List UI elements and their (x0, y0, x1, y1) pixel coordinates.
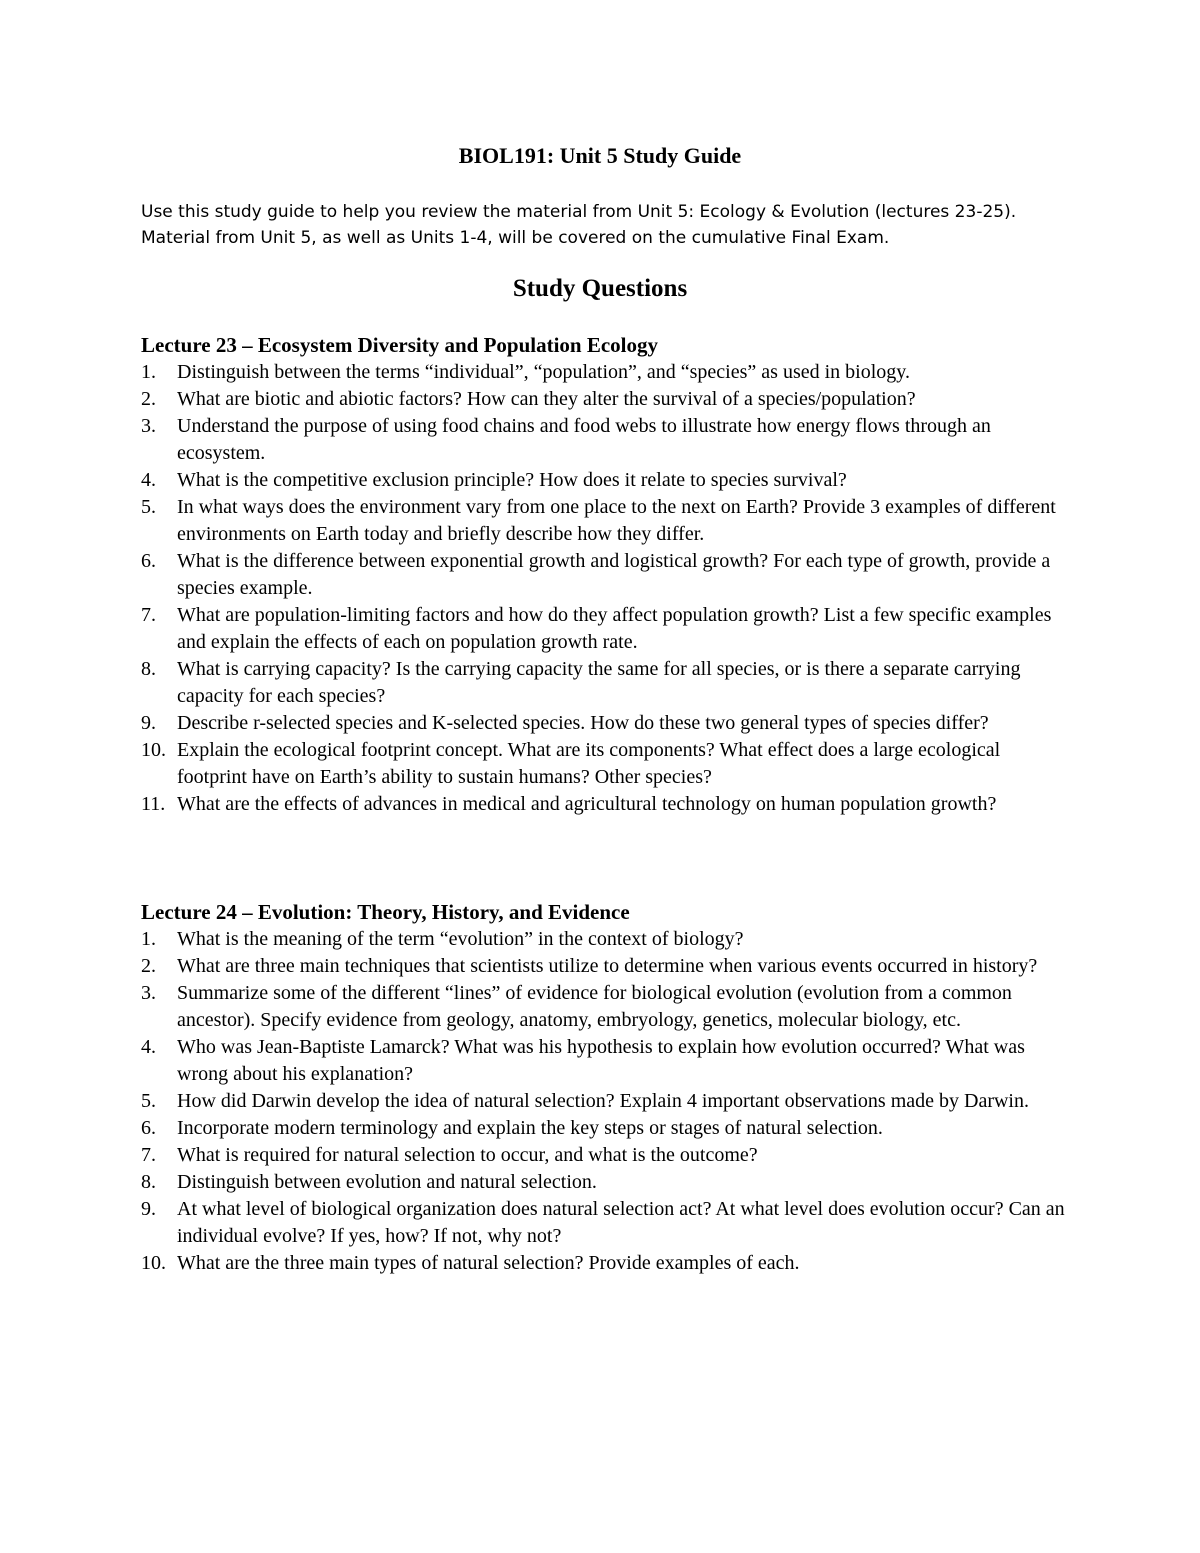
lecture-24-section (141, 899, 1071, 1277)
question-number: 10. (141, 739, 166, 761)
section-title: Lecture 24 – Evolution: Theory, History, and Evidence (141, 900, 630, 924)
question-number: 5. (141, 1090, 156, 1112)
question-number: 8. (141, 1171, 156, 1193)
question-list (141, 926, 1071, 1277)
question-number: 3. (141, 982, 156, 1004)
question-item (141, 953, 1071, 980)
question-number: 10. (141, 1252, 166, 1274)
intro-line: Use this study guide to help you review the material from Unit 5: Ecology & Evolution (lectures 23-25). (141, 202, 1017, 222)
question-item (141, 1196, 1071, 1250)
question-text: Who was Jean-Baptiste Lamarck? What was his hypothesis to explain how evolution occurred? What was wrong about his explanation? (177, 1036, 1025, 1085)
question-text: Incorporate modern terminology and explain the key steps or stages of natural selection. (177, 1117, 883, 1139)
section-title: Lecture 23 – Ecosystem Diversity and Population Ecology (141, 333, 659, 357)
question-text: Summarize some of the different “lines” of evidence for biological evolution (evolution from a common ancestor). Specify evidence from geology, anatomy, embryology, genetics, molecular biology, etc. (177, 982, 1012, 1031)
question-item (141, 467, 1071, 494)
question-number: 7. (141, 1144, 156, 1166)
question-item (141, 1142, 1071, 1169)
question-item (141, 656, 1071, 710)
question-item (141, 359, 1071, 386)
question-item (141, 1250, 1071, 1277)
document-title: BIOL191: Unit 5 Study Guide (458, 143, 742, 168)
question-text: Distinguish between the terms “individual”, “population”, and “species” as used in biology. (177, 361, 910, 383)
question-item (141, 926, 1071, 953)
question-number: 11. (141, 793, 166, 815)
lecture-23-section (141, 332, 1071, 818)
question-number: 1. (141, 928, 156, 950)
question-item (141, 1115, 1071, 1142)
question-text: Explain the ecological footprint concept. What are its components? What effect does a large ecological footprint have on Earth’s ability to sustain humans? Other species? (177, 739, 1001, 788)
question-text: How did Darwin develop the idea of natural selection? Explain 4 important observations made by Darwin. (177, 1090, 1029, 1112)
question-text: What is the meaning of the term “evolution” in the context of biology? (177, 928, 744, 950)
question-number: 4. (141, 469, 156, 491)
question-text: What is required for natural selection to occur, and what is the outcome? (177, 1144, 758, 1166)
question-number: 7. (141, 604, 156, 626)
intro-paragraph (141, 199, 1101, 251)
question-item (141, 386, 1071, 413)
question-item (141, 1169, 1071, 1196)
question-number: 5. (141, 496, 156, 518)
question-text: In what ways does the environment vary from one place to the next on Earth? Provide 3 examples of different environments on Earth today and briefly describe how they differ. (177, 496, 1056, 545)
question-number: 2. (141, 955, 156, 977)
question-text: What are the effects of advances in medical and agricultural technology on human population growth? (177, 793, 997, 815)
question-number: 8. (141, 658, 156, 680)
question-text: Describe r-selected species and K-selected species. How do these two general types of species differ? (177, 712, 989, 734)
question-item (141, 1088, 1071, 1115)
study-questions-heading: Study Questions (512, 275, 688, 302)
question-item (141, 710, 1071, 737)
intro-line: Material from Unit 5, as well as Units 1-4, will be covered on the cumulative Final Exam. (141, 228, 890, 248)
question-item (141, 1034, 1071, 1088)
question-item (141, 980, 1071, 1034)
question-text: Distinguish between evolution and natural selection. (177, 1171, 597, 1193)
question-text: What is the difference between exponential growth and logistical growth? For each type of growth, provide a species example. (177, 550, 1051, 599)
question-text: What is the competitive exclusion principle? How does it relate to species survival? (177, 469, 847, 491)
question-number: 2. (141, 388, 156, 410)
question-item (141, 791, 1071, 818)
question-text: What are biotic and abiotic factors? How can they alter the survival of a species/population? (177, 388, 916, 410)
question-item (141, 548, 1071, 602)
question-text: Understand the purpose of using food chains and food webs to illustrate how energy flows through an ecosystem. (177, 415, 991, 464)
question-number: 9. (141, 1198, 156, 1220)
question-number: 4. (141, 1036, 156, 1058)
question-text: What are three main techniques that scientists utilize to determine when various events occurred in history? (177, 955, 1038, 977)
question-text: At what level of biological organization does natural selection act? At what level does evolution occur? Can an individual evolve? If yes, how? If not, why not? (177, 1198, 1065, 1247)
question-text: What are population-limiting factors and how do they affect population growth? List a few specific examples and explain the effects of each on population growth rate. (177, 604, 1052, 653)
question-number: 1. (141, 361, 156, 383)
question-item (141, 602, 1071, 656)
question-item (141, 413, 1071, 467)
question-number: 6. (141, 1117, 156, 1139)
question-number: 6. (141, 550, 156, 572)
question-text: What is carrying capacity? Is the carrying capacity the same for all species, or is there a separate carrying capacity for each species? (177, 658, 1021, 707)
question-item (141, 737, 1071, 791)
question-number: 9. (141, 712, 156, 734)
question-list (141, 359, 1071, 818)
question-text: What are the three main types of natural selection? Provide examples of each. (177, 1252, 800, 1274)
question-item (141, 494, 1071, 548)
question-number: 3. (141, 415, 156, 437)
